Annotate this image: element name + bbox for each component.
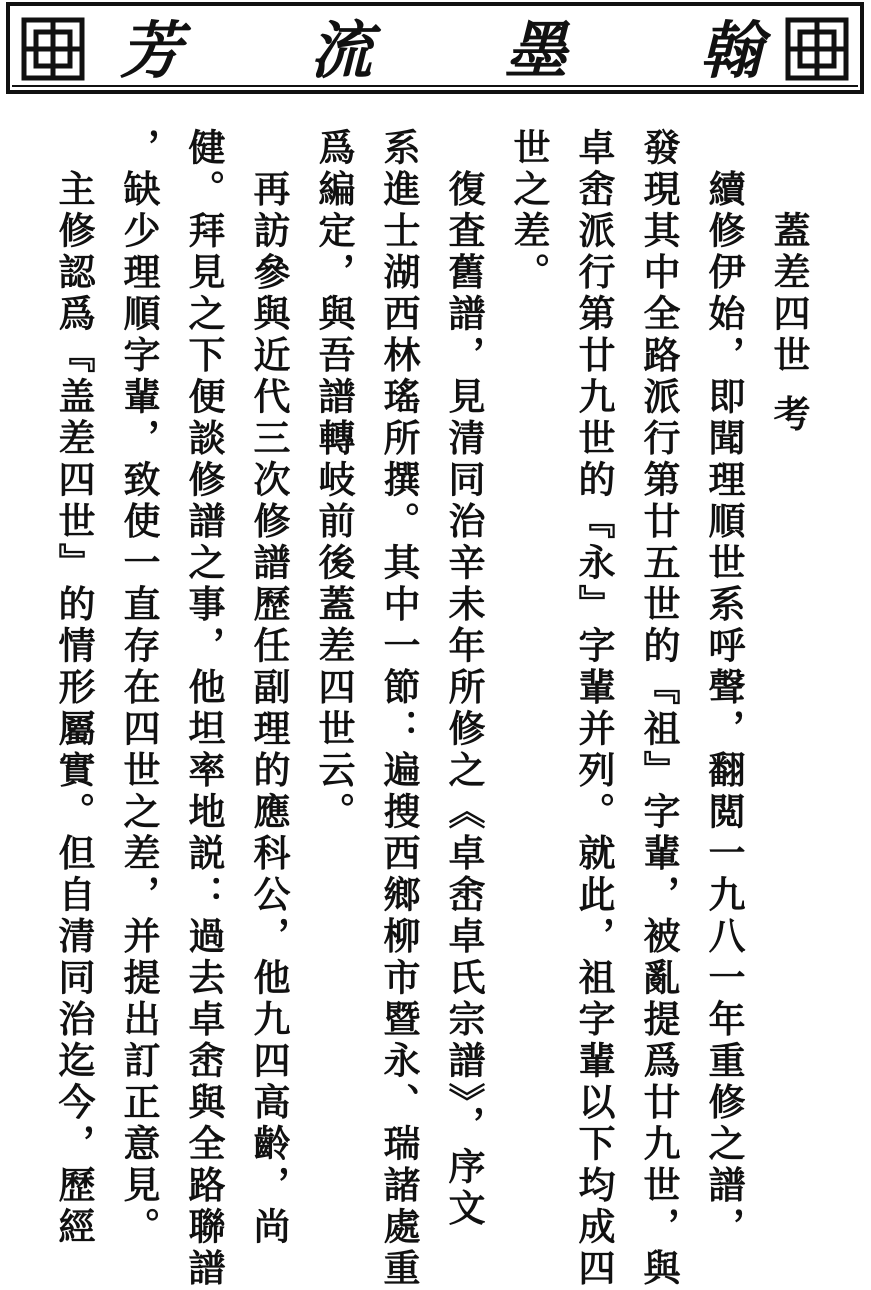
masthead-title-char-3: 墨 <box>505 14 568 87</box>
article-column-2: 發現其中全路派行第廿五世的『祖』字輩，被亂提爲廿九世，與 <box>637 128 681 1290</box>
masthead <box>6 2 864 94</box>
masthead-title-char-4: 翰 <box>700 14 763 87</box>
fret-ornament-left-icon <box>18 14 88 84</box>
article-column-3: 卓峹派行第廿九世的『永』字輩并列。就此，祖字輩以下均成四 <box>572 128 616 1290</box>
masthead-underline <box>12 85 858 87</box>
masthead-title-char-2: 流 <box>310 14 373 87</box>
masthead-title-char-1: 芳 <box>120 14 183 87</box>
article-column-11: 主修認爲『盖差四世』的情形屬實。但自清同治迄今，歷經 <box>52 128 96 1249</box>
article-column-8: 再訪參與近代三次修譜歷任副理的應科公，他九四高齡，尚 <box>247 128 291 1249</box>
article-column-10: ，缺少理順字輩，致使一直存在四世之差，并提出訂正意見。 <box>117 128 161 1249</box>
article-column-1: 續修伊始，即聞理順世系呼聲，翻閲一九八一年重修之譜， <box>702 128 746 1249</box>
article-column-7: 爲編定，與吾譜轉岐前後蓋差四世云。 <box>312 128 356 834</box>
vertical-article <box>52 128 830 1290</box>
article-column-5: 復査舊譜，見清同治辛未年所修之《卓峹卓氏宗譜》，序文 <box>442 128 486 1230</box>
article-column-4: 世之差。 <box>507 128 551 294</box>
fret-ornament-right-icon <box>782 14 852 84</box>
article-heading: 蓋差四世 考 <box>767 128 811 436</box>
article-column-6: 系進士湖西林瑤所撰。其中一節：遍搜西鄉柳市暨永、瑞諸處重 <box>377 128 421 1290</box>
article-column-9: 健。拜見之下便談修譜之事，他坦率地説：過去卓峹與全路聯譜 <box>182 128 226 1290</box>
